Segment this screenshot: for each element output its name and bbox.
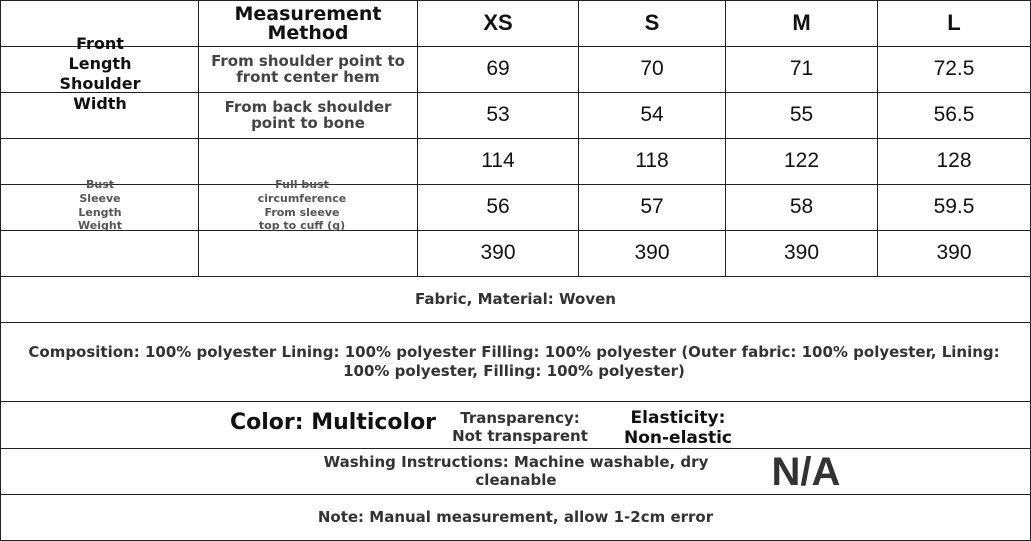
method-cell: From back shoulder point to bone <box>224 98 392 132</box>
table-cell: 390 <box>783 240 820 264</box>
elasticity-block <box>600 408 756 448</box>
table-cell: 390 <box>634 240 670 264</box>
left-labels-upper <box>40 34 160 114</box>
table-cell: 59.5 <box>933 194 975 218</box>
size-header-l: L <box>947 10 961 36</box>
elasticity-label: Elasticity: <box>630 408 726 428</box>
table-cell: 71 <box>789 56 814 80</box>
table-cell: 128 <box>936 148 972 172</box>
table-cell: 57 <box>640 194 664 218</box>
left-label: Shoulder <box>59 74 141 93</box>
table-cell: 54 <box>640 102 664 126</box>
grid-line <box>0 401 1031 402</box>
table-cell: 55 <box>789 102 814 126</box>
table-cell: 390 <box>936 240 972 264</box>
left-label: Sleeve <box>79 191 121 205</box>
washing-text: Washing Instructions: Machine washable, dry cleanable <box>323 453 709 489</box>
transparency-label: Transparency: <box>460 409 580 427</box>
size-header-s: S <box>644 10 660 36</box>
color-text: Color: Multicolor <box>230 410 437 435</box>
table-cell: 122 <box>783 148 820 172</box>
composition-text: Composition: 100% polyester Lining: 100% polyester Filling: 100% polyester (Outer fabric: 100% polyester, Lining: 100% polyester, Filling: 100% polyester) <box>28 343 1000 380</box>
grid-line <box>198 0 199 276</box>
left-label: Length <box>78 205 122 219</box>
left-labels-lower <box>50 178 150 233</box>
table-cell: 56.5 <box>933 102 975 126</box>
table-cell: 69 <box>486 56 510 80</box>
table-cell: 390 <box>480 240 516 264</box>
method-line: circumference <box>257 191 347 205</box>
table-cell: 118 <box>635 148 669 172</box>
note-text: Note: Manual measurement, allow 1-2cm error <box>317 507 714 526</box>
size-header-xs: XS <box>483 10 513 36</box>
size-header-m: M <box>792 10 811 36</box>
left-label: Weight <box>78 219 122 233</box>
method-cell-small <box>230 178 374 233</box>
table-cell: 114 <box>481 148 515 172</box>
table-cell: 58 <box>789 194 814 218</box>
transparency-block <box>450 409 590 445</box>
left-label: Width <box>73 94 127 113</box>
transparency-value: Not transparent <box>452 427 588 445</box>
left-label: Bust <box>85 178 115 191</box>
left-label: Front <box>76 34 124 53</box>
table-cell: 53 <box>486 102 510 126</box>
grid-line <box>0 448 1031 449</box>
left-label: Length <box>68 54 132 73</box>
fabric-text: Fabric, Material: Woven <box>415 289 616 308</box>
table-cell: 72.5 <box>933 56 975 80</box>
table-cell: 70 <box>640 56 664 80</box>
method-header: Measurement Method <box>234 3 382 44</box>
na-text: N/A <box>771 450 841 494</box>
grid-line <box>0 0 1 541</box>
method-line: top to cuff (g) <box>258 219 346 233</box>
table-cell: 56 <box>486 194 510 218</box>
method-cell: From shoulder point to front center hem <box>211 52 405 86</box>
method-line: From sleeve <box>264 205 340 219</box>
method-line: Full bust <box>275 178 329 191</box>
elasticity-value: Non-elastic <box>623 428 733 448</box>
